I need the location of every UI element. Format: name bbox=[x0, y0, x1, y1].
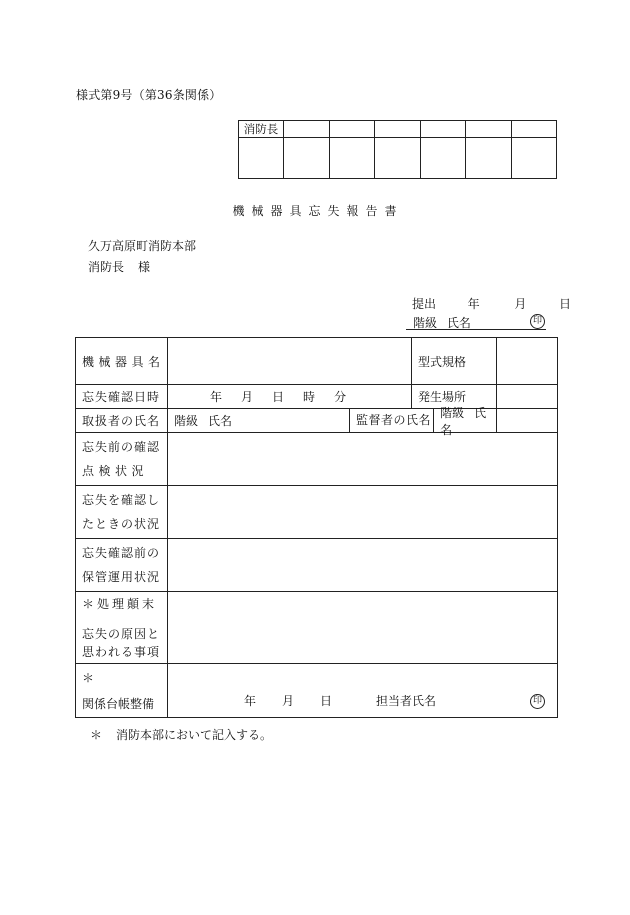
dt-minute: 分 bbox=[334, 390, 347, 404]
approval-stamp-grid bbox=[238, 120, 557, 179]
loss-confirmed-situation-field[interactable] bbox=[168, 486, 558, 539]
handler-name-field[interactable] bbox=[168, 409, 350, 433]
submission-day-field[interactable]: 日 bbox=[559, 297, 572, 311]
approval-header-cell bbox=[330, 121, 375, 138]
handler-name-label: 取扱者の氏名 bbox=[76, 409, 168, 433]
pre-loss-inspection-label bbox=[76, 433, 168, 486]
approval-stamp-cell[interactable] bbox=[375, 138, 421, 179]
dt-month: 月 bbox=[241, 390, 254, 404]
footnote-text: 消防本部において記入する。 bbox=[116, 728, 273, 742]
supervisor-rank-label: 階級 bbox=[440, 405, 465, 420]
ledger-month: 月 bbox=[282, 694, 295, 708]
footnote-mark: ＊ bbox=[90, 728, 103, 742]
table-row bbox=[76, 338, 558, 385]
ledger-label bbox=[76, 664, 168, 718]
model-spec-field[interactable] bbox=[497, 338, 558, 385]
equipment-name-label: 機械器具名 bbox=[76, 338, 168, 385]
approval-stamp-cell[interactable] bbox=[512, 138, 557, 179]
approval-stamp-cell[interactable] bbox=[284, 138, 330, 179]
when-confirmed-line1: 忘失を確認し bbox=[82, 493, 161, 507]
handler-rank-label: 階級 bbox=[174, 414, 199, 428]
person-in-charge-label: 担当者氏名 bbox=[376, 694, 437, 708]
table-row bbox=[76, 664, 558, 718]
approval-stamp-cell[interactable] bbox=[330, 138, 375, 179]
table-row bbox=[76, 592, 558, 664]
report-table bbox=[75, 337, 558, 718]
approval-header-cell bbox=[284, 121, 330, 138]
form-number: 様式第9号（第36条関係） bbox=[76, 88, 222, 102]
pre-loss-inspection-field[interactable] bbox=[168, 433, 558, 486]
cause-line2: 思われる事項 bbox=[82, 644, 161, 659]
dt-day: 日 bbox=[272, 390, 285, 404]
dt-year: 年 bbox=[210, 390, 223, 404]
submitter-rank-label[interactable]: 階級 bbox=[413, 316, 438, 330]
submitted-label: 提出 bbox=[412, 297, 437, 311]
submission-year-field[interactable]: 年 bbox=[467, 297, 480, 311]
model-spec-label: 型式規格 bbox=[412, 338, 497, 385]
supervisor-name-field[interactable] bbox=[434, 404, 496, 438]
place-of-occurrence-field[interactable] bbox=[497, 385, 558, 409]
approval-stamp-cell[interactable] bbox=[239, 138, 284, 179]
seal-icon: 印 bbox=[530, 694, 545, 709]
addressee-title: 消防長 bbox=[88, 260, 125, 274]
supervisor-name-sublabel: 氏名 bbox=[440, 405, 487, 437]
approval-header-cell bbox=[375, 121, 421, 138]
document-title: 機械器具忘失報告書 bbox=[232, 204, 404, 218]
table-row bbox=[76, 539, 558, 592]
disposal-cause-field[interactable] bbox=[168, 592, 558, 664]
cause-line1: 忘失の原因と bbox=[82, 626, 161, 641]
equipment-name-field[interactable] bbox=[168, 338, 412, 385]
table-row bbox=[76, 433, 558, 486]
approval-stamp-cell[interactable] bbox=[421, 138, 466, 179]
footnote bbox=[90, 726, 272, 743]
loss-confirm-datetime-label: 忘失確認日時 bbox=[76, 385, 168, 409]
pre-loss-line2: 点検状況 bbox=[82, 464, 149, 478]
handler-name-sublabel: 氏名 bbox=[208, 414, 233, 428]
approval-header-cell bbox=[421, 121, 466, 138]
ledger-year: 年 bbox=[244, 694, 257, 708]
loss-confirm-datetime-field[interactable] bbox=[168, 385, 412, 409]
supervisor-name-extra[interactable] bbox=[497, 409, 558, 433]
table-row bbox=[76, 486, 558, 539]
submission-month-field[interactable]: 月 bbox=[514, 297, 527, 311]
place-of-occurrence-label: 発生場所 bbox=[412, 385, 497, 409]
table-row bbox=[76, 409, 558, 433]
addressee-recipient bbox=[88, 258, 150, 275]
supervisor-cell bbox=[350, 405, 497, 437]
ledger-field[interactable] bbox=[168, 664, 558, 718]
when-confirmed-line2: たときの状況 bbox=[82, 517, 161, 531]
submitter-rank-name bbox=[406, 314, 546, 330]
submission-date bbox=[412, 295, 571, 312]
supervisor-name-label: 監督者の氏名 bbox=[350, 409, 434, 432]
addressee-department: 久万高原町消防本部 bbox=[88, 239, 197, 253]
pre-loss-line1: 忘失前の確認 bbox=[82, 440, 161, 454]
approval-header-cell bbox=[512, 121, 557, 138]
storage-line1: 忘失確認前の bbox=[82, 546, 161, 560]
approval-label-fire-chief: 消防長 bbox=[239, 121, 284, 138]
ledger-star: ＊ bbox=[82, 670, 95, 685]
ledger-day: 日 bbox=[320, 694, 333, 708]
loss-confirmed-situation-label bbox=[76, 486, 168, 539]
dt-hour: 時 bbox=[303, 390, 316, 404]
disposal-cause-label bbox=[76, 592, 168, 664]
storage-operation-label bbox=[76, 539, 168, 592]
addressee-honorific: 様 bbox=[138, 260, 151, 274]
ledger-text: 関係台帳整備 bbox=[82, 696, 155, 711]
storage-line2: 保管運用状況 bbox=[82, 570, 161, 584]
approval-header-cell bbox=[466, 121, 512, 138]
submitter-name-label[interactable]: 氏名 bbox=[446, 316, 471, 330]
approval-stamp-cell[interactable] bbox=[466, 138, 512, 179]
disposal-label: ＊処理顛末 bbox=[82, 596, 158, 611]
seal-icon: 印 bbox=[530, 314, 545, 329]
storage-operation-field[interactable] bbox=[168, 539, 558, 592]
